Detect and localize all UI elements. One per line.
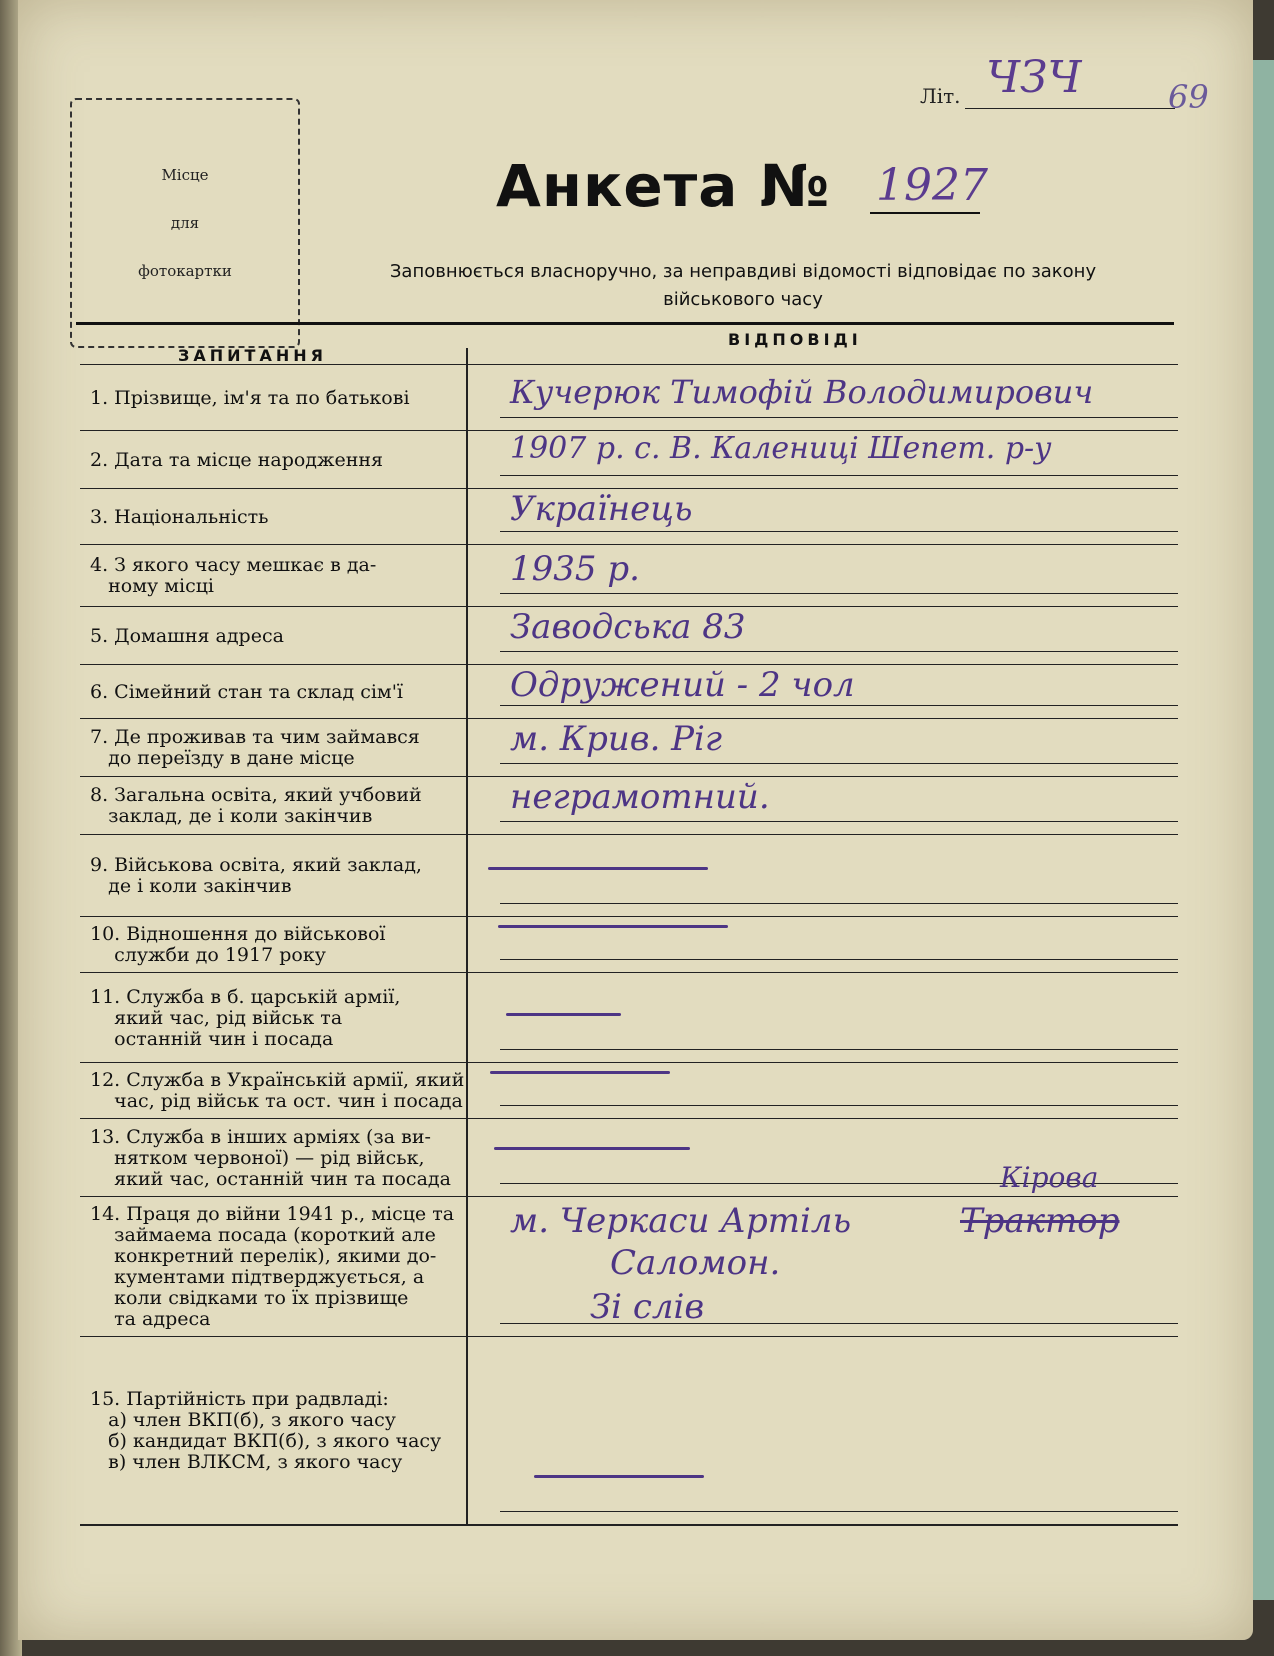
form-row: [80, 606, 1178, 665]
answer-underline: [500, 821, 1178, 822]
answer-underline: [500, 651, 1178, 652]
question-label: [90, 1127, 465, 1190]
answer-handwritten-line3: Зі слів: [590, 1287, 705, 1327]
answer-underline: [500, 417, 1178, 418]
question-line: заклад, де і коли закінчив: [90, 805, 373, 827]
subtitle-line2: військового часу: [663, 289, 823, 310]
form-row: [80, 834, 1178, 917]
photo-placeholder: [70, 98, 300, 348]
question-label: [90, 1070, 465, 1112]
column-header-questions: ЗАПИТАННЯ: [178, 346, 327, 365]
question-line: 5. Домашня адреса: [90, 624, 284, 647]
question-line: який час, рід військ та: [90, 1006, 343, 1029]
form-row: [80, 1062, 1178, 1119]
answer-correction: Кірова: [1000, 1161, 1099, 1194]
form-row: [80, 364, 1178, 431]
answer-handwritten: неграмотний.: [510, 777, 770, 817]
form-row: [80, 430, 1178, 489]
question-line: коли свідками то їх прізвище: [90, 1287, 409, 1309]
photo-text-line: для: [170, 214, 200, 232]
form-number-handwritten: 1927: [876, 160, 988, 211]
question-line: час, рід військ та ост. чин і посада: [90, 1090, 463, 1112]
answer-underline: [500, 475, 1178, 476]
question-line: а) член ВКП(б), з якого часу: [90, 1409, 396, 1431]
form-row: [80, 718, 1178, 777]
title-underline: [870, 212, 980, 214]
answer-dash: [488, 867, 708, 870]
answer-handwritten: 1907 р. с. В. Калениці Шепет. р-у: [510, 431, 1052, 466]
question-line: в) член ВЛКСМ, з якого часу: [90, 1451, 403, 1473]
answer-underline: [500, 903, 1178, 904]
question-label: [90, 388, 465, 409]
question-line: останній чин і посада: [90, 1027, 334, 1050]
question-label: [90, 727, 465, 769]
answer-handwritten-line2: Саломон.: [610, 1243, 781, 1283]
form-row: [80, 776, 1178, 835]
answer-handwritten: 1935 р.: [510, 549, 640, 589]
question-label: [90, 682, 465, 703]
form-bottom-border: [80, 1524, 1178, 1526]
question-label: [90, 987, 465, 1050]
form-subtitle: [323, 258, 1163, 314]
question-line: 15. Партійність при радвладі:: [90, 1388, 389, 1410]
question-line: та адреса: [90, 1308, 211, 1330]
answer-handwritten: м. Черкаси Артіль: [510, 1201, 852, 1241]
answer-handwritten: Заводська 83: [510, 607, 746, 647]
answer-strikethrough: Трактор: [960, 1201, 1120, 1241]
form-title: Анкета №: [496, 152, 831, 220]
form-row: [80, 972, 1178, 1063]
question-line: 10. Відношення до військової: [90, 923, 386, 945]
question-label: [90, 855, 465, 897]
answer-dash: [498, 925, 728, 928]
answer-handwritten: Українець: [510, 489, 693, 529]
subtitle-line1: Заповнюється власноручно, за неправдиві відомості відповідає по закону: [389, 261, 1097, 282]
form-row: [80, 488, 1178, 545]
answer-handwritten: Кучерюк Тимофій Володимирович: [510, 373, 1094, 411]
question-label: [90, 450, 465, 471]
column-header-answers: ВІДПОВІДІ: [728, 330, 862, 349]
question-label: [90, 785, 465, 827]
answer-underline: [500, 705, 1178, 706]
question-line: ному місці: [90, 575, 215, 597]
answer-dash: [494, 1147, 690, 1150]
form-row: [80, 664, 1178, 719]
question-line: до переїзду в дане місце: [90, 747, 355, 769]
question-line: б) кандидат ВКП(б), з якого часу: [90, 1430, 442, 1452]
answer-underline: [500, 959, 1178, 960]
question-line: конкретний перелік), якими до-: [90, 1245, 437, 1267]
form-row: [80, 916, 1178, 973]
question-line: кументами підтверджується, а: [90, 1266, 425, 1288]
question-line: де і коли закінчив: [90, 875, 292, 897]
question-label: [90, 924, 465, 966]
question-line: 14. Праця до війни 1941 р., місце та: [90, 1203, 455, 1225]
question-line: 11. Служба в б. царській армії,: [90, 985, 401, 1008]
answer-dash: [534, 1475, 704, 1478]
answer-handwritten: Одружений - 2 чол: [510, 665, 855, 705]
question-label: [90, 555, 465, 597]
answer-dash: [506, 1013, 621, 1016]
question-line: 7. Де проживав та чим займався: [90, 726, 420, 748]
question-line: 13. Служба в інших арміях (за ви-: [90, 1125, 431, 1148]
question-line: нятком червоної) — рід військ,: [90, 1146, 425, 1169]
question-line: 12. Служба в Українській армії, який: [90, 1069, 465, 1091]
question-label: [90, 507, 465, 528]
lit-value-handwritten: ЧЗЧ: [986, 52, 1082, 103]
header-divider: [76, 322, 1174, 325]
answer-underline: [500, 593, 1178, 594]
answer-underline: [500, 1511, 1178, 1512]
answer-dash: [490, 1071, 670, 1074]
question-line: 2. Дата та місце народження: [90, 448, 384, 471]
answer-handwritten: м. Крив. Ріг: [510, 719, 723, 759]
lit-label: Літ.: [920, 84, 961, 108]
question-line: 1. Прізвище, ім'я та по батькові: [90, 386, 410, 409]
form-row: [80, 544, 1178, 607]
answer-underline: [500, 763, 1178, 764]
answer-underline: [500, 531, 1178, 532]
lit-value2-handwritten: 69: [1168, 78, 1209, 116]
question-label: [90, 1389, 465, 1473]
question-line: 4. З якого часу мешкає в да-: [90, 554, 377, 576]
question-line: служби до 1917 року: [90, 944, 326, 966]
question-line: 3. Національність: [90, 505, 269, 528]
form-page: [18, 0, 1253, 1640]
answer-underline: [500, 1049, 1178, 1050]
lit-underline: [965, 108, 1175, 109]
question-label: [90, 1204, 465, 1330]
form-row: [80, 1336, 1178, 1525]
question-line: який час, останній чин та посада: [90, 1167, 451, 1190]
question-line: 6. Сімейний стан та склад сім'ї: [90, 680, 404, 703]
question-line: займаема посада (короткий але: [90, 1224, 436, 1246]
photo-text-line: фотокартки: [138, 262, 232, 280]
answer-underline: [500, 1105, 1178, 1106]
question-line: 8. Загальна освіта, який учбовий: [90, 784, 422, 806]
question-label: [90, 626, 465, 647]
photo-text-line: Місце: [161, 166, 209, 184]
question-line: 9. Військова освіта, який заклад,: [90, 854, 422, 876]
